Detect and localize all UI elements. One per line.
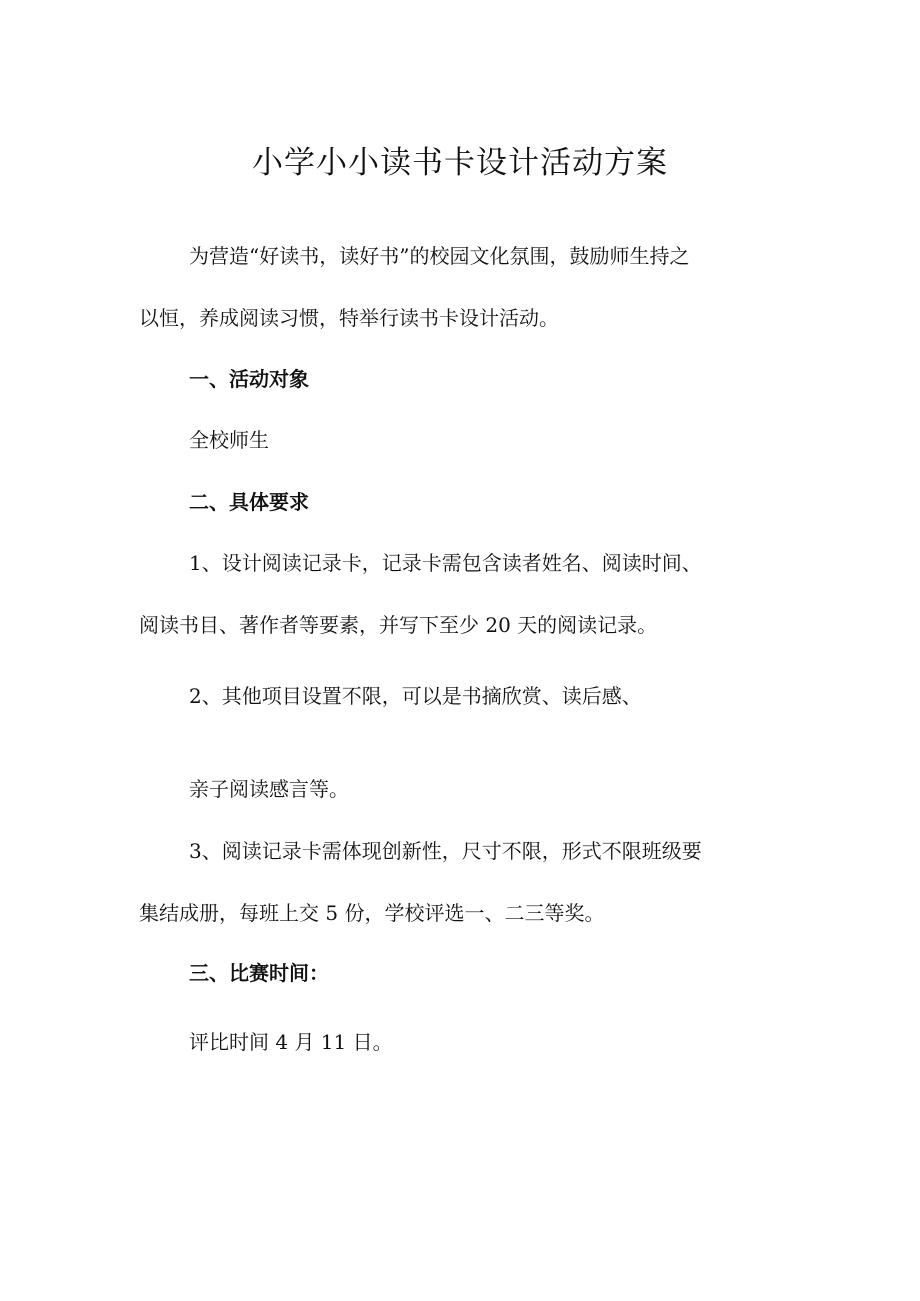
- section-heading-competition-time: 三、比赛时间：: [189, 961, 329, 985]
- document-title: 小学小小读书卡设计活动方案: [252, 145, 668, 181]
- intro-paragraph-line-1: 为营造“好读书，读好书”的校园文化氛围，鼓励师生持之: [189, 244, 690, 268]
- requirement-1-line-1: 1、设计阅读记录卡，记录卡需包含读者姓名、阅读时间、: [189, 551, 702, 575]
- requirement-1-line-2: 阅读书目、著作者等要素，并写下至少 20 天的阅读记录。: [139, 613, 658, 637]
- competition-time-text: 评比时间 4 月 11 日。: [189, 1030, 393, 1054]
- intro-paragraph-line-2: 以恒，养成阅读习惯，特举行读书卡设计活动。: [139, 306, 559, 330]
- requirement-2-line-1: 2、其他项目设置不限，可以是书摘欣赏、读后感、: [189, 684, 642, 708]
- requirement-3-line-1: 3、阅读记录卡需体现创新性，尺寸不限，形式不限班级要: [189, 839, 702, 863]
- section-heading-requirements: 二、具体要求: [189, 490, 309, 514]
- section-heading-activity-target: 一、活动对象: [189, 367, 309, 391]
- activity-target-text: 全校师生: [189, 428, 269, 452]
- requirement-2-line-2: 亲子阅读感言等。: [189, 777, 349, 801]
- requirement-3-line-2: 集结成册，每班上交 5 份，学校评选一、二三等奖。: [139, 901, 605, 925]
